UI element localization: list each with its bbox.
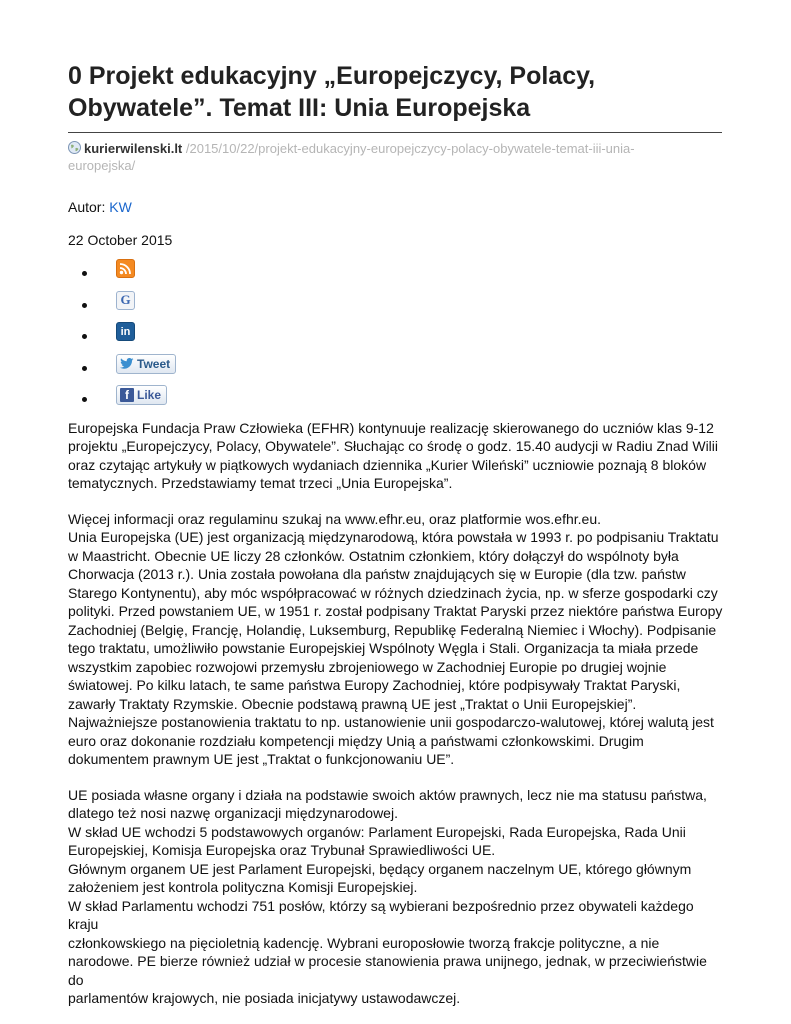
text-line: tego traktatu, umożliwiło powstanie Europejskiej Wspólnoty Węgla i Stali. Organizacja ta miała przede [68, 640, 699, 656]
source-path-2[interactable]: europejska/ [68, 158, 136, 173]
like-label: Like [137, 388, 162, 402]
article-page [68, 60, 724, 1008]
text-line: w Maastricht. Obecnie UE liczy 28 członków. Ostatnim członkiem, który dołączył do wspólnoty była [68, 547, 679, 564]
author-line [68, 198, 724, 216]
share-item-like [68, 385, 724, 417]
facebook-like-button[interactable] [116, 385, 167, 405]
text-line: Unia Europejska (UE) jest organizacją międzynarodową, która powstała w 1993 r. po podpisaniu Traktatu [68, 529, 719, 545]
source-path-1[interactable]: /2015/10/22/projekt-edukacyjny-europejczycy-polacy-obywatele-temat-iii-unia- [182, 141, 635, 156]
share-item-google [68, 291, 724, 323]
tweet-button[interactable] [116, 354, 176, 374]
author-label: Autor: [68, 199, 110, 215]
bullet [82, 303, 87, 308]
text-line: światowej. Po kilku latach, te same państwa Europy Zachodniej, które podpisywały Traktat Paryski, [68, 677, 681, 693]
twitter-bird-icon [120, 358, 134, 369]
title-divider [68, 132, 722, 133]
title-line-1: 0 Projekt edukacyjny „Europejczycy, Polacy, [68, 62, 596, 90]
share-buttons [68, 259, 724, 417]
text-line: narodowe. PE bierze również udział w procesie stanowienia prawa unijnego, jednak, w przeciwieństwie do [68, 953, 707, 988]
text-line: parlamentów krajowych, nie posiada inicjatywy ustawodawczej. [68, 990, 461, 1006]
rss-icon[interactable] [116, 259, 135, 278]
author-link[interactable]: KW [109, 199, 132, 215]
bullet [82, 271, 87, 276]
text-line: założeniem jest kontrola polityczna Komisji Europejskiej. [68, 879, 418, 895]
text-line: projektu „Europejczycy, Polacy, Obywatele”. Słuchając co środę o godz. 15.40 audycji w Radiu Znad Wilii [68, 438, 719, 454]
text-line: Najważniejsze postanowienia traktatu to np. ustanowienie unii gospodarczo-walutowej, której walutą jest [68, 714, 714, 730]
share-item-rss [68, 259, 724, 291]
facebook-glyph: f [120, 388, 134, 402]
text-line: Europejska Fundacja Praw Człowieka (EFHR) kontynuuje realizację skierowanego do uczniów klas 9-12 [68, 419, 714, 436]
text-line: Europejskiej, Komisja Europejska oraz Trybunał Sprawiedliwości UE. [68, 842, 496, 858]
paragraph-3 [68, 786, 724, 1008]
share-item-linkedin [68, 322, 724, 354]
text-line: dlatego też nosi nazwę organizacji międzynarodowej. [68, 805, 398, 821]
article-body [68, 419, 724, 1008]
bullet [82, 366, 87, 371]
text-line: wszystkim zapobiec rozwojowi przemysłu zbrojeniowego w Zachodniej Europie po drugiej wojnie [68, 658, 667, 675]
text-line: polityki. Przed powstaniem UE, w 1951 r. został podpisany Traktat Paryski przez niektóre państwa Europy [68, 603, 723, 619]
text-line: zawarły Traktaty Rzymskie. Obecnie podstawą prawną UE jest „Traktat o Unii Europejskiej”. [68, 695, 637, 712]
bullet [82, 397, 87, 402]
title-line-2: Obywatele”. Temat III: Unia Europejska [68, 94, 531, 122]
facebook-icon [120, 388, 134, 402]
text-line: Starego Kontynentu), aby móc współpracować w różnych dziedzinach życia, np. w sferze gospodarki czy [68, 584, 718, 601]
text-line: tematycznych. Przedstawiamy temat trzeci „Unia Europejska”. [68, 475, 453, 491]
text-line: UE posiada własne organy i działa na podstawie swoich aktów prawnych, lecz nie ma statusu państwa, [68, 786, 707, 803]
globe-icon [68, 141, 81, 154]
text-line: oraz czytając artykuły w piątkowych wydaniach dziennika „Kurier Wileński” uczniowie poznają 8 bloków [68, 456, 707, 473]
text-line: dokumentem prawnym UE jest „Traktat o funkcjonowaniu UE”. [68, 751, 455, 767]
text-line: euro oraz dokonanie rozdziału kompetencji między Unią a państwami członkowskimi. Drugim [68, 732, 644, 749]
tweet-label: Tweet [137, 356, 171, 371]
page-title [68, 60, 724, 124]
source-domain[interactable]: kurierwilenski.lt [84, 141, 183, 156]
text-line: Głównym organem UE jest Parlament Europejski, będący organem naczelnym UE, którego głównym [68, 860, 692, 877]
paragraph-2 [68, 510, 724, 769]
text-line: Chorwacja (2013 r.). Unia została powołana dla państw znajdujących się w Europie (dla tzw. państw [68, 566, 686, 582]
publish-date: 22 October 2015 [68, 232, 173, 248]
share-item-tweet [68, 354, 724, 386]
text-line: Więcej informacji oraz regulaminu szukaj na www.efhr.eu, oraz platformie wos.efhr.eu. [68, 510, 602, 527]
text-line: członkowskiego na pięcioletnią kadencję. Wybrani europosłowie tworzą frakcje polityczne, a nie [68, 934, 660, 951]
bullet [82, 334, 87, 339]
google-icon[interactable]: G [116, 291, 135, 310]
linkedin-icon[interactable]: in [116, 322, 135, 341]
paragraph-1 [68, 419, 724, 493]
source-url[interactable] [68, 140, 724, 174]
text-line: Zachodniej (Belgię, Francję, Holandię, Luksemburg, Republikę Federalną Niemiec i Włochy). Podpisanie [68, 621, 717, 638]
text-line: W skład UE wchodzi 5 podstawowych organów: Parlament Europejski, Rada Europejska, Rada Unii [68, 823, 686, 840]
text-line: W skład Parlamentu wchodzi 751 posłów, którzy są wybierani bezpośrednio przez obywateli każdego kraju [68, 897, 694, 932]
